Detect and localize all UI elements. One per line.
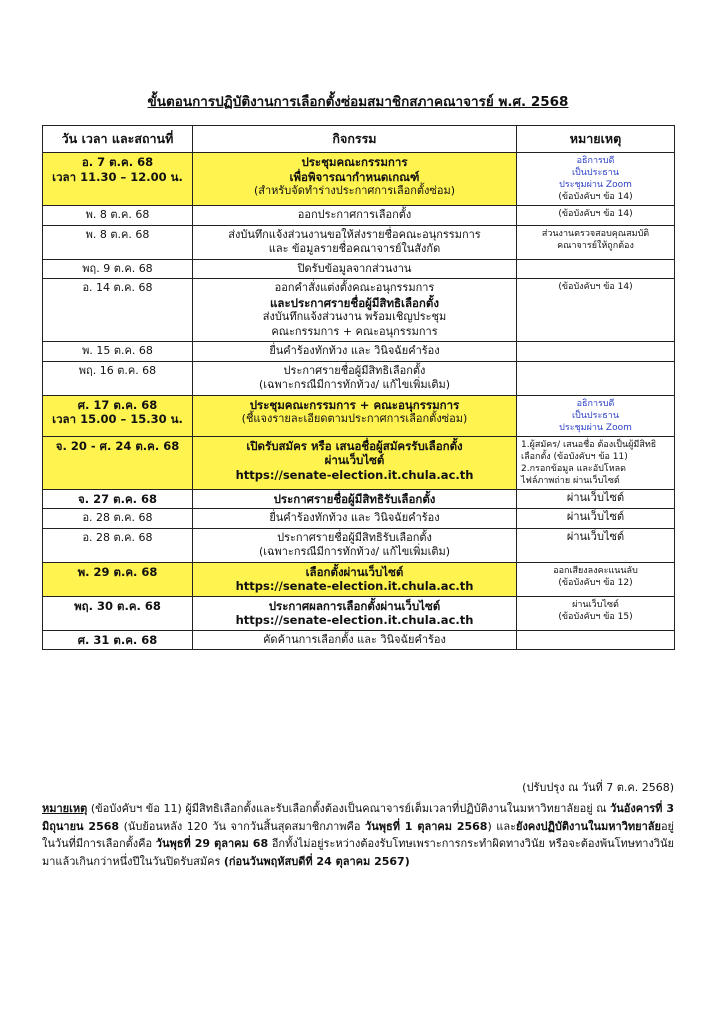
table-row xyxy=(43,153,675,206)
remark-label: หมายเหตุ xyxy=(42,802,88,815)
row-date: พฤ. 16 ต.ค. 68 xyxy=(43,361,193,395)
table-row xyxy=(43,279,675,342)
schedule-table xyxy=(42,125,675,650)
header-date: วัน เวลา และสถานที่ xyxy=(43,126,193,153)
row-activity: ยื่นคำร้องทักท้วง และ วินิจฉัยคำร้อง xyxy=(193,509,517,529)
row-note: ส่วนงานตรวจสอบคุณสมบัติ คณาจารย์ให้ถูกต้อง xyxy=(517,225,675,259)
row-date: พ. 15 ต.ค. 68 xyxy=(43,342,193,362)
row-activity: คัดค้านการเลือกตั้ง และ วินิจฉัยคำร้อง xyxy=(193,630,517,650)
row-activity: ปิดรับข้อมูลจากส่วนงาน xyxy=(193,259,517,279)
table-header-row xyxy=(43,126,675,153)
table-row xyxy=(43,361,675,395)
row-activity: ประกาศรายชื่อผู้มีสิทธิรับเลือกตั้ง (เฉพาะกรณีมีการทักท้วง/ แก้ไขเพิ่มเติม) xyxy=(193,528,517,562)
row-date: พ. 29 ต.ค. 68 xyxy=(43,562,193,596)
revision-date: (ปรับปรุง ณ วันที่ 7 ต.ค. 2568) xyxy=(522,781,674,794)
table-row xyxy=(43,259,675,279)
row-activity: ออกคำสั่งแต่งตั้งคณะอนุกรรมการ และประกาศรายชื่อผู้มีสิทธิเลือกตั้ง ส่งบันทึกแจ้งส่วนงาน พร้อมเชิญประชุม คณะกรรมการ + คณะอนุกรรมการ xyxy=(193,279,517,342)
table-row xyxy=(43,596,675,630)
row-note xyxy=(517,630,675,650)
row-note: ออกเสียงลงคะแนนลับ (ข้อบังคับฯ ข้อ 12) xyxy=(517,562,675,596)
row-date: อ. 28 ต.ค. 68 xyxy=(43,528,193,562)
row-date: จ. 20 - ศ. 24 ต.ค. 68 xyxy=(43,436,193,489)
document-title: ขั้นตอนการปฏิบัติงานการเลือกตั้งซ่อมสมาชิกสภาคณาจารย์ พ.ศ. 2568 xyxy=(147,94,569,110)
row-date: อ. 28 ต.ค. 68 xyxy=(43,509,193,529)
row-date: อ. 14 ต.ค. 68 xyxy=(43,279,193,342)
table-row xyxy=(43,528,675,562)
row-date: พฤ. 30 ต.ค. 68 xyxy=(43,596,193,630)
row-date: อ. 7 ต.ค. 68 เวลา 11.30 – 12.00 น. xyxy=(43,153,193,206)
row-note: อธิการบดี เป็นประธาน ประชุมผ่าน Zoom xyxy=(517,395,675,436)
row-note: (ข้อบังคับฯ ข้อ 14) xyxy=(517,206,675,226)
registration-link[interactable]: https://senate-election.it.chula.ac.th xyxy=(235,467,474,482)
table-row xyxy=(43,562,675,596)
remark-paragraph: หมายเหตุ (ข้อบังคับฯ ข้อ 11) ผู้มีสิทธิเลือกตั้งและรับเลือกตั้งต้องเป็นคณาจารย์เต็มเวลาที่ปฏิบัติงานในมหาวิทยาลัยอยู่ ณ วันอังคารที่ 3 มิถุนายน 2568 (นับย้อนหลัง 120 วัน จากวันสิ้นสุดสมาชิกภาพคือ วันพุธที่ 1 ตุลาคม 2568) และยังคงปฏิบัติงานในมหาวิทยาลัยอยู่ในวันที่มีการเลือกตั้งคือ วันพุธที่ 29 ตุลาคม 68 อีกทั้งไม่อยู่ระหว่างต้องรับโทษเพราะการกระทำผิดทางวินัย หรือจะต้องพ้นโทษทางวินัยมาแล้วเกินกว่าหนึ่งปีในวันปิดรับสมัคร (ก่อนวันพฤหัสบดีที่ 24 ตุลาคม 2567) xyxy=(42,802,675,868)
row-note xyxy=(517,342,675,362)
table-row xyxy=(43,342,675,362)
voting-link[interactable]: https://senate-election.it.chula.ac.th xyxy=(235,579,474,593)
table-row xyxy=(43,395,675,436)
header-note: หมายเหตุ xyxy=(517,126,675,153)
table-row xyxy=(43,630,675,650)
table-row xyxy=(43,509,675,529)
table-row xyxy=(43,225,675,259)
row-date: จ. 27 ต.ค. 68 xyxy=(43,489,193,509)
row-date: ศ. 17 ต.ค. 68 เวลา 15.00 – 15.30 น. xyxy=(43,395,193,436)
row-activity: ยื่นคำร้องทักท้วง และ วินิจฉัยคำร้อง xyxy=(193,342,517,362)
row-note xyxy=(517,361,675,395)
row-note xyxy=(517,259,675,279)
row-activity: ประชุมคณะกรรมการ เพื่อพิจารณากำหนดเกณฑ์ (สำหรับจัดทำร่างประกาศการเลือกตั้งซ่อม) xyxy=(193,153,517,206)
row-activity: ออกประกาศการเลือกตั้ง xyxy=(193,206,517,226)
row-note: ผ่านเว็บไซต์ (ข้อบังคับฯ ข้อ 15) xyxy=(517,596,675,630)
row-date: พฤ. 9 ต.ค. 68 xyxy=(43,259,193,279)
row-activity: ประกาศรายชื่อผู้มีสิทธิรับเลือกตั้ง xyxy=(193,489,517,509)
row-activity: ประกาศผลการเลือกตั้งผ่านเว็บไซต์ https://senate-election.it.chula.ac.th xyxy=(193,596,517,630)
table-row xyxy=(43,436,675,489)
row-activity: ประกาศรายชื่อผู้มีสิทธิเลือกตั้ง (เฉพาะกรณีมีการทักท้วง/ แก้ไขเพิ่มเติม) xyxy=(193,361,517,395)
row-activity: ประชุมคณะกรรมการ + คณะอนุกรรมการ (ชี้แจงรายละเอียดตามประกาศการเลือกตั้งซ่อม) xyxy=(193,395,517,436)
row-note: ผ่านเว็บไซต์ xyxy=(517,509,675,529)
row-note: ผ่านเว็บไซต์ xyxy=(517,528,675,562)
row-activity: ส่งบันทึกแจ้งส่วนงานขอให้ส่งรายชื่อคณะอนุกรรมการ และ ข้อมูลรายชื่อคณาจารย์ในสังกัด xyxy=(193,225,517,259)
row-date: ศ. 31 ต.ค. 68 xyxy=(43,630,193,650)
table-row xyxy=(43,206,675,226)
table-row xyxy=(43,489,675,509)
row-activity: เปิดรับสมัคร หรือ เสนอชื่อผู้สมัครรับเลือกตั้ง ผ่านเว็บไซต์ https://senate-election.it.chula.ac.th xyxy=(193,436,517,489)
header-activity: กิจกรรม xyxy=(193,126,517,153)
row-note: อธิการบดี เป็นประธาน ประชุมผ่าน Zoom (ข้อบังคับฯ ข้อ 14) xyxy=(517,153,675,206)
results-link[interactable]: https://senate-election.it.chula.ac.th xyxy=(235,613,474,627)
row-date: พ. 8 ต.ค. 68 xyxy=(43,225,193,259)
row-date: พ. 8 ต.ค. 68 xyxy=(43,206,193,226)
row-note: ผ่านเว็บไซต์ xyxy=(517,489,675,509)
row-note: 1.ผู้สมัคร/ เสนอชื่อ ต้องเป็นผู้มีสิทธิ เลือกตั้ง (ข้อบังคับฯ ข้อ 11) 2.กรอกข้อมูล และอัปโหลด ไฟล์ภาพถ่าย ผ่านเว็บไซต์ xyxy=(517,436,675,489)
row-activity: เลือกตั้งผ่านเว็บไซต์ https://senate-election.it.chula.ac.th xyxy=(193,562,517,596)
row-note: (ข้อบังคับฯ ข้อ 14) xyxy=(517,279,675,342)
